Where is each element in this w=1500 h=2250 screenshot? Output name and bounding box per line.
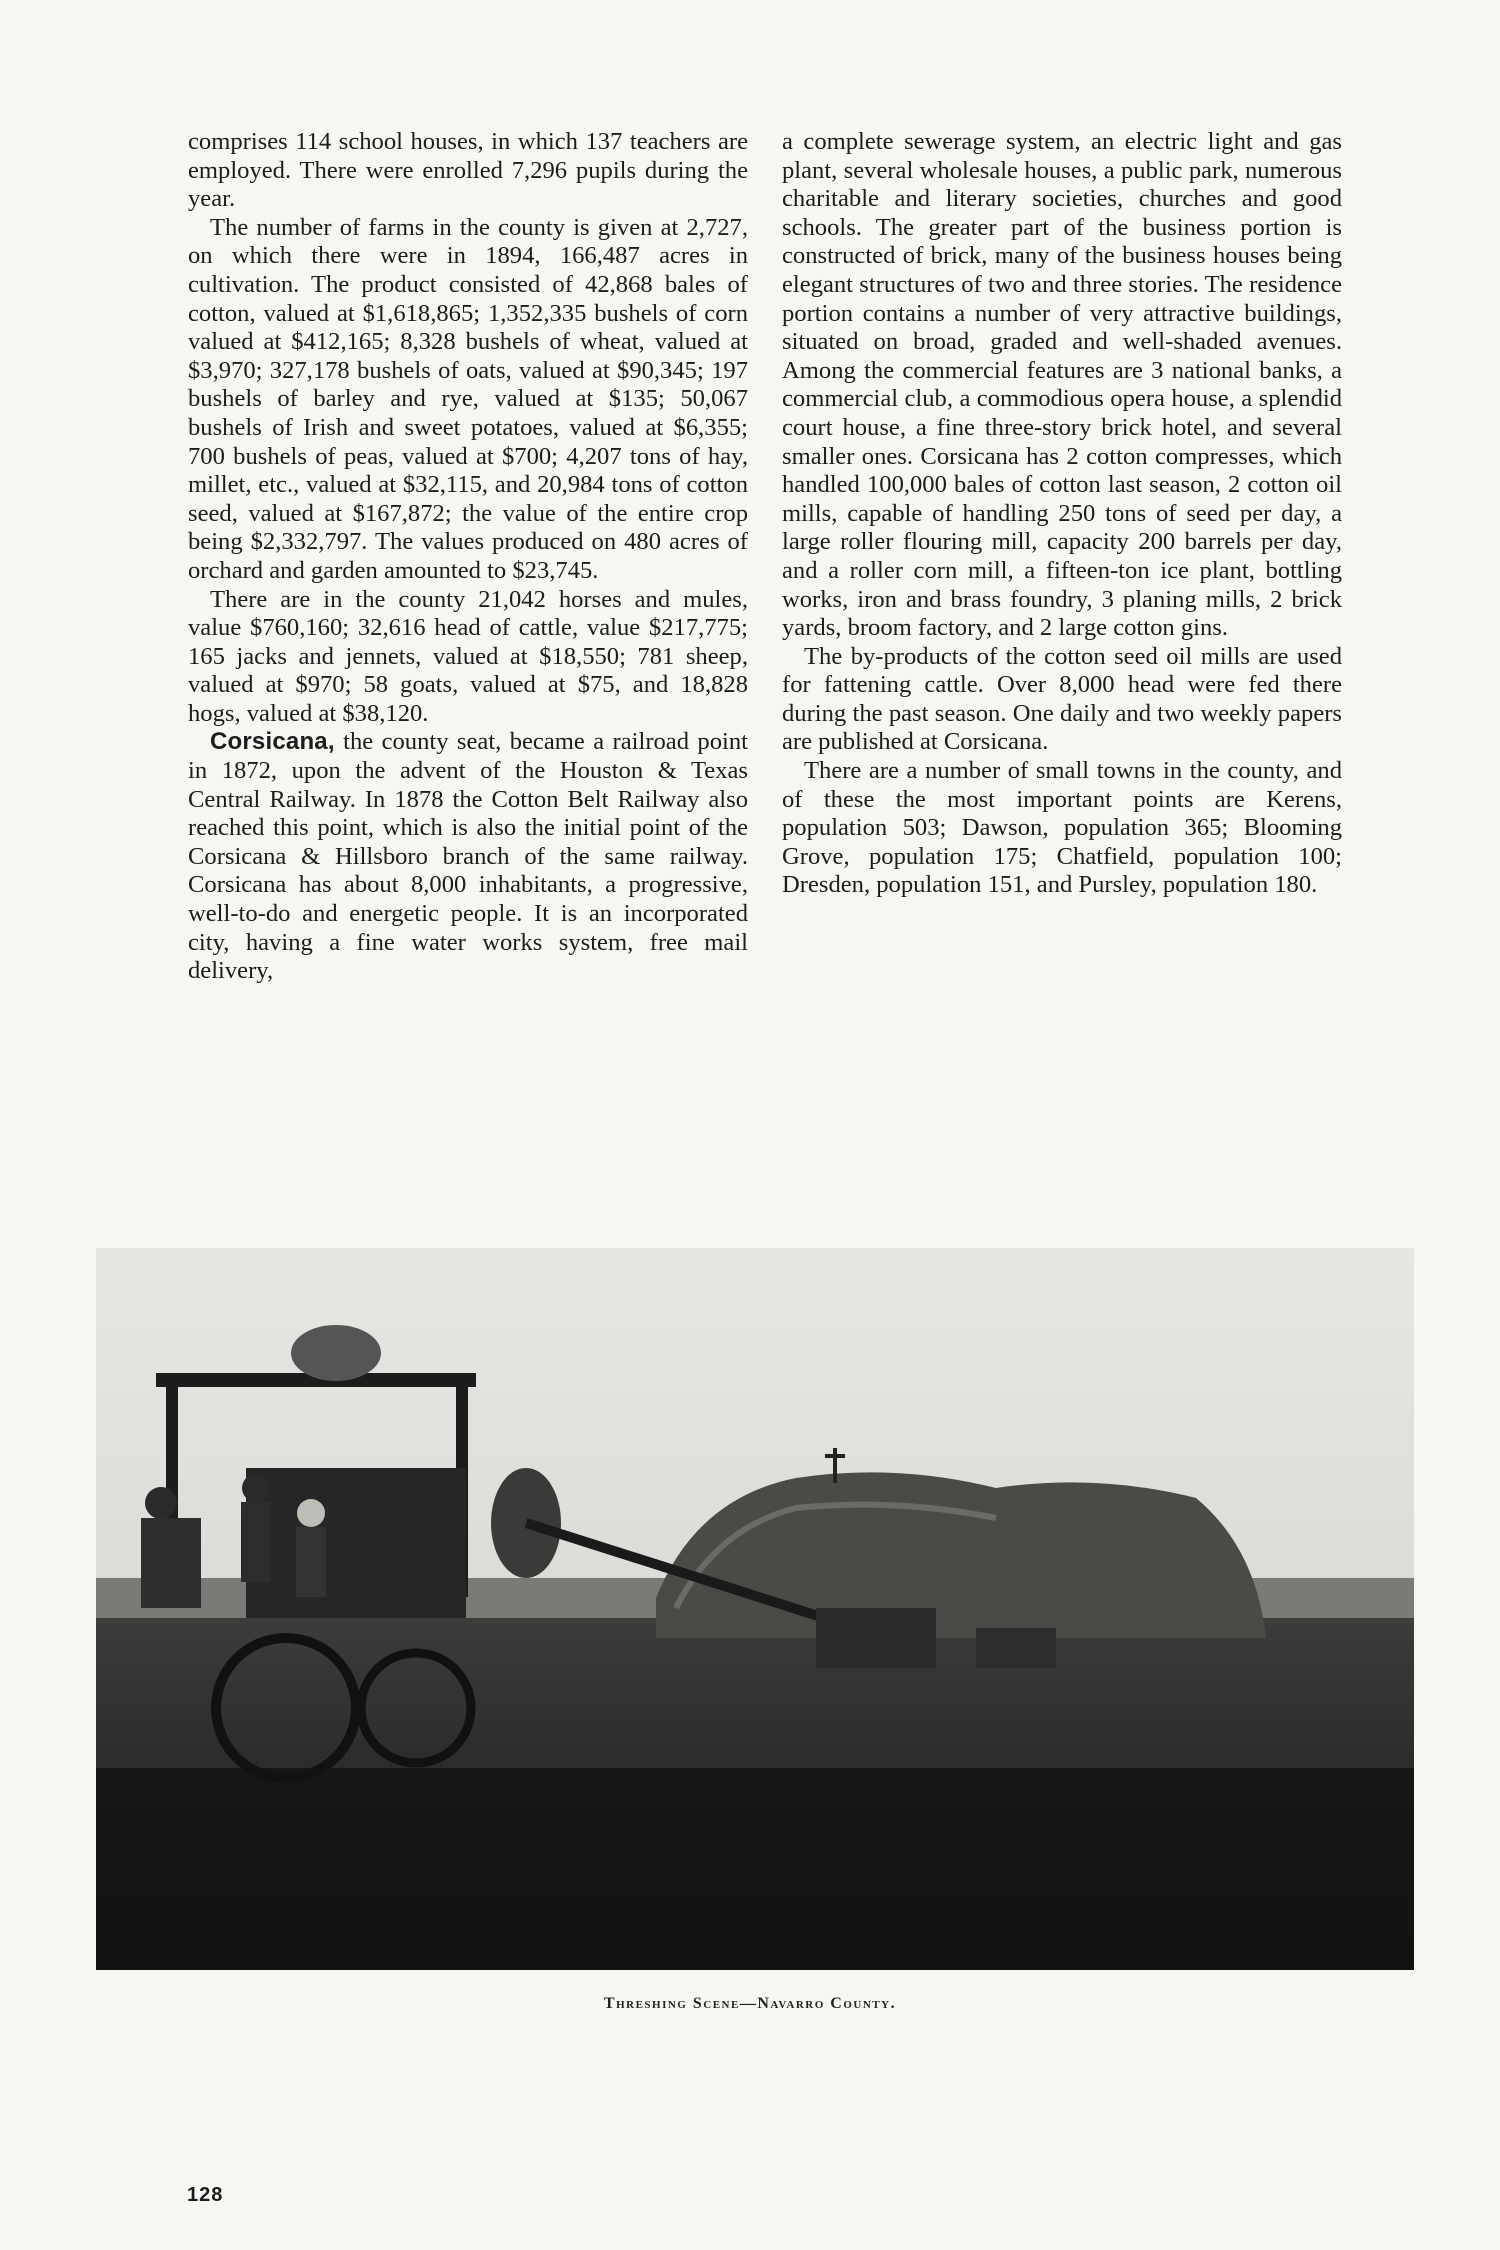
paragraph-small-towns: There are a number of small towns in the county, and of these the most important points are Kerens, population 503; Dawson, population 365; Blooming Grove, population 175; Chatfield, population 100; Dresden, population 151, and Pursley, population 180. — [782, 757, 1342, 899]
paragraph-city-features: a complete sewerage system, an electric light and gas plant, several wholesale houses, a public park, numerous charitable and literary societies, churches and good schools. The greater part of the business portion is constructed of brick, many of the business houses being elegant structures of two and three stories. The residence portion contains a number of very attractive buildings, situated on broad, graded and well-shaded avenues. Among the commercial features are 3 national banks, a commercial club, a commodious opera house, a splendid court house, a fine three-story brick hotel, and several smaller ones. Corsicana has 2 cotton compresses, which handled 100,000 bales of cotton last season, 2 cotton oil mills, capable of handling 250 tons of seed per day, a large roller flouring mill, capacity 200 barrels per day, and a roller corn mill, a fifteen-ton ice plant, bottling works, iron and brass foundry, 3 planing mills, 2 brick yards, broom factory, and 2 large cotton gins. — [782, 128, 1342, 642]
paragraph-schools: comprises 114 school houses, in which 137 teachers are employed. There were enrolled 7,296 pupils during the year. — [188, 128, 748, 213]
corsicana-text: the county seat, became a railroad point in 1872, upon the advent of the Houston & Texas Central Railway. In 1878 the Cotton Belt Railway also reached this point, which is also the initial point of the Corsicana & Hillsboro branch of the same railway. Corsicana has about 8,000 inhabitants, a progressive, well-to-do and energetic people. It is an incorporated city, having a fine water works system, free mail delivery, — [188, 728, 748, 985]
paragraph-by-products: The by-products of the cotton seed oil mills are used for fattening cattle. Over 8,000 head were fed there during the past season. One daily and two weekly papers are published at Corsicana. — [782, 642, 1342, 756]
paragraph-corsicana — [188, 728, 748, 985]
paragraph-livestock: There are in the county 21,042 horses and mules, value $760,160; 32,616 head of cattle, value $217,775; 165 jacks and jennets, valued at $18,550; 781 sheep, valued at $970; 58 goats, valued at $75, and 18,828 hogs, valued at $38,120. — [188, 585, 748, 727]
paragraph-farms: The number of farms in the county is given at 2,727, on which there were in 1894, 166,487 acres in cultivation. The product consisted of 42,868 bales of cotton, valued at $1,618,865; 1,352,335 bushels of corn valued at $412,165; 8,328 bushels of wheat, valued at $3,970; 327,178 bushels of oats, valued at $90,345; 197 bushels of barley and rye, valued at $135; 50,067 bushels of Irish and sweet potatoes, valued at $6,355; 700 bushels of peas, valued at $700; 4,207 tons of hay, millet, etc., valued at $32,115, and 20,984 tons of cotton seed, valued at $167,872; the value of the entire crop being $2,332,797. The values produced on 480 acres of orchard and garden amounted to $23,745. — [188, 213, 748, 584]
photo-illustration — [96, 1248, 1414, 1970]
right-column — [782, 128, 1342, 900]
corsicana-lead: Corsicana, — [210, 728, 335, 756]
photo-caption: Threshing Scene—Navarro County. — [603, 1995, 897, 2012]
threshing-scene-photo — [96, 1248, 1414, 1970]
left-column — [188, 128, 748, 986]
page-number: 128 — [187, 2184, 224, 2206]
